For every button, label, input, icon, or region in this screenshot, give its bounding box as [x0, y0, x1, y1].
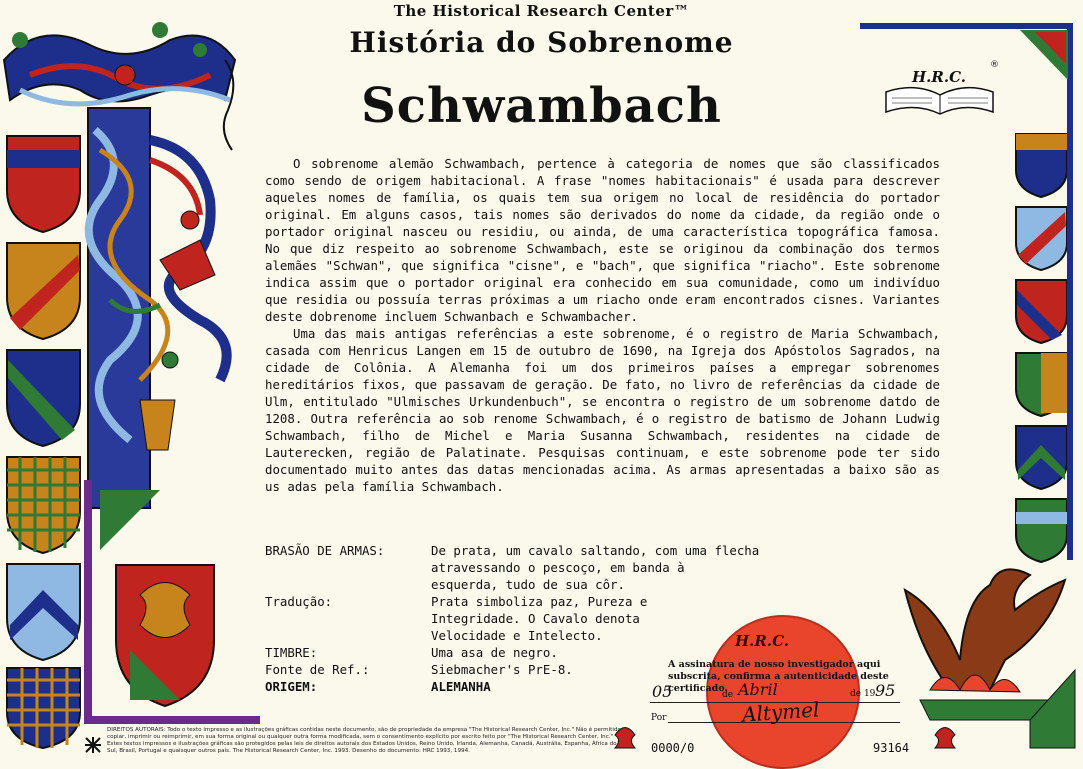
- shield-icon: [7, 457, 80, 553]
- arms-row: [265, 542, 825, 593]
- arms-value: ALEMANHA: [431, 679, 491, 694]
- shield-icon: [7, 243, 80, 339]
- right-shields: [1016, 134, 1067, 562]
- shield-icon: [1016, 280, 1067, 343]
- arms-label: Tradução:: [265, 594, 333, 609]
- arms-value: Uma asa de negro.: [431, 645, 558, 660]
- arms-value: Prata simboliza paz, Pureza e Integridade. O Cavalo denota Velocidade e Intelecto.: [431, 594, 648, 643]
- left-shields: [7, 136, 80, 748]
- phoenix-icon: [905, 569, 1075, 748]
- organization-name: The Historical Research Center™: [393, 2, 690, 20]
- eagle-shield-icon: [88, 480, 260, 720]
- arms-value: Siebmacher's PrE-8.: [431, 662, 573, 677]
- arms-value: De prata, um cavalo saltando, com uma flecha atravessando o pescoço, em banda à esquerda, tudo de sua côr.: [431, 543, 760, 592]
- history-text: [265, 155, 940, 495]
- history-paragraph: Uma das mais antigas referências a este sobrenome, é o registro de Maria Schwambach, casada com Henricus Langen em 15 de outubro de 1690, na Igreja dos Apóstolos Sagrados, na cidade de Colônia. A Alemanha foi um dos primeiros países a empregar sobrenomes hereditários fixos, que passavam de geração. De fato, no livro de referências da cidade de Ulm, entitulado "Ulmisches Urkundenbuch", se encontra o registro de um sobrenome datdo de 1208. Outra referência ao sob renome Schwambach, é o registro de batismo de Johann Ludwig Schwambach, filho de Michel e Maria Susanna Schwambach, residentes na cidade de Lauterecken, região de Palatinate. Pesquisas continuam, e este sobrenome pode ter sido documentado muito antes das datas mencionadas acima. As armas apresentadas a baixo são as us adas pela família Schwambach.: [265, 326, 940, 494]
- date-day: 05: [652, 682, 673, 701]
- shield-icon: [1016, 207, 1067, 270]
- date-de-label: de: [722, 690, 734, 700]
- arms-label: Fonte de Ref.:: [265, 662, 370, 677]
- surname-heading: Schwambach: [361, 78, 722, 134]
- registered-mark: ®: [990, 60, 999, 70]
- history-paragraph: O sobrenome alemão Schwambach, pertence à categoria de nomes que são classificados como sendo de origem habitacional. A frase "nomes habitacionais" é usada para descrever aqueles nomes de família, os quais tem sua origem no local de residência do portador original. Em alguns casos, tais nomes são derivados do nome da cidade, da região onde o portador original nasceu ou residiu, ou ainda, de uma característica topográfica famosa. No que diz respeito ao sobrenome Schwambach, este se originou da combinação dos termos alemães "Schwan", que significa "cisne", e "bach", que significa "riacho". Este sobrenome indica assim que o portador original era conhecido em sua comunidade, como um indivíduo que residia ou possuía terras próximas a um riacho onde eram encontrados cisnes. Variantes deste dobrenome incluem Schwanbach e Schwambacher.: [265, 156, 940, 324]
- arms-label: BRASÃO DE ARMAS:: [265, 543, 385, 558]
- shield-icon: [7, 350, 80, 446]
- date-de19-label: de 19: [850, 689, 876, 699]
- shield-icon: [7, 564, 80, 660]
- date-month: Abril: [738, 680, 778, 699]
- shield-icon: [1016, 353, 1067, 416]
- attestation-text: A assinatura de nosso investigador aqui subscrita, confirma a autenticidade deste certificado.: [668, 659, 889, 694]
- arms-label: TIMBRE:: [265, 645, 318, 660]
- document-number-right: 93164: [873, 741, 910, 755]
- hrc-footer-logo-icon: [84, 736, 102, 754]
- hrc-logo-text: H.R.C.: [912, 68, 966, 86]
- signature: Altymel: [741, 697, 821, 727]
- shield-icon: [1016, 499, 1067, 562]
- shield-icon: [1016, 134, 1067, 197]
- shield-icon: [7, 668, 80, 748]
- seal-text: H.R.C.: [735, 632, 789, 650]
- por-label: Por: [651, 713, 667, 723]
- date-year: 95: [875, 681, 896, 700]
- document-number-left: 0000/0: [651, 741, 695, 755]
- shield-icon: [1016, 426, 1067, 489]
- document-title: História do Sobrenome: [349, 26, 734, 59]
- arms-label: ORIGEM:: [265, 679, 318, 694]
- shield-icon: [7, 136, 80, 232]
- copyright-notice: DIREITOS AUTORAIS: Todo o texto impresso e as ilustrações gráficas contidas neste documento, são de propriedade da empresa "The Historical Research Center, Inc." Não é permitido copiar, imprimir ou reimprimir, em sua forma original ou qualquer outra forma modificada, sem o consentimento explícito por escrito feito por "The Historical Research Center, Inc." Estes textos impressos e ilustrações gráficas são protegidos pelas leis de direitos autorais dos Estados Unidos, Reino Unido, Irlanda, Alemanha, Canadá, Austrália, Espanha, África do Sul, Brasil, Portugal e quaisquer outros país. The Historical Research Center, Inc. 1993. Desenho do documento: HRC 1993, 1994.: [107, 727, 621, 754]
